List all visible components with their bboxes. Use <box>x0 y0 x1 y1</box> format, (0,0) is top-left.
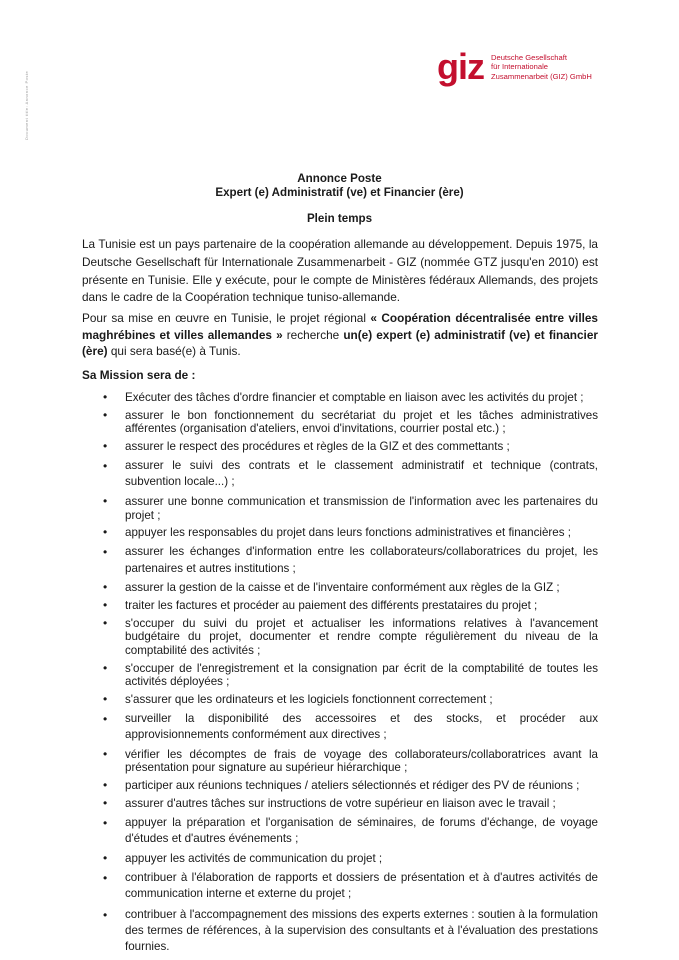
logo-text <box>491 53 592 81</box>
list-item: • assurer la gestion de la caisse et de l'inventaire conformément aux règles de la GIZ ; <box>82 581 598 595</box>
giz-logo <box>437 46 592 87</box>
logo-line-2: für Internationale <box>491 62 548 72</box>
project-mid: recherche <box>282 327 344 342</box>
document-subtitle: Plein temps <box>306 212 373 225</box>
list-item: • contribuer à l'élaboration de rapports et dossiers de présentation et à d'autres activités de communication interne et externe du projet ; <box>82 870 598 903</box>
project-paragraph <box>82 310 598 360</box>
logo-mark: giz <box>437 46 484 87</box>
mission-heading: Sa Mission sera de : <box>82 368 196 382</box>
list-item: • assurer les échanges d'information entre les collaborateurs/collaboratrices du projet, les partenaires et autres institutions ; <box>82 544 598 577</box>
logo-line-3: Zusammenarbeit (GIZ) GmbH <box>491 71 592 81</box>
list-item: • Exécuter des tâches d'ordre financier et comptable en liaison avec les activités du projet ; <box>82 391 598 405</box>
sidebar-vertical-text: Document title: Annonce Poste <box>24 70 29 140</box>
list-item: • surveiller la disponibilité des accessoires et des stocks, et procéder aux approvisionnements conformément aux directives ; <box>82 711 598 744</box>
list-item: • appuyer les activités de communication du projet ; <box>82 852 598 866</box>
project-name: « Coopération décentralisée entre villes maghrébines et villes allemandes » <box>82 311 598 342</box>
project-pre: Pour sa mise en œuvre en Tunisie, le projet régional <box>82 311 371 325</box>
list-item: • appuyer les responsables du projet dans leurs fonctions administratives et financières ; <box>82 526 598 540</box>
title-line-1: Annonce Poste <box>297 172 382 185</box>
logo-line-1: Deutsche Gesellschaft <box>491 53 567 63</box>
project-role: un(e) expert (e) administratif (ve) et financier (ère) <box>82 327 598 358</box>
list-item: • appuyer la préparation et l'organisation de séminaires, de forums d'échange, de voyage d'études et d'autres événements ; <box>82 815 598 848</box>
list-item: • assurer le bon fonctionnement du secrétariat du projet et les tâches administratives afférentes (organisation d'ateliers, envoi d'invitations, courrier postal etc.) ; <box>82 409 598 436</box>
list-item: • participer aux réunions techniques / ateliers sélectionnés et rédiger des PV de réunions ; <box>82 779 598 793</box>
list-item: • assurer d'autres tâches sur instructions de votre supérieur en liaison avec le travail ; <box>82 797 598 811</box>
intro-paragraph: La Tunisie est un pays partenaire de la coopération allemande au développement. Depuis 1975, la Deutsche Gesellschaft für Internationale Zusammenarbeit - GIZ (nommée GTZ jusqu'en 2010) est présente en Tunisie. Elle y exécute, pour le compte de Ministères fédéraux Allemands, des projets dans le cadre de la Coopération technique tuniso-allemande. <box>82 237 598 305</box>
list-item: • contribuer à l'accompagnement des missions des experts externes : soutien à la formulation des termes de références, à la supervision des consultants et à l'évaluation des prestations fournies. <box>82 907 598 956</box>
list-item: • traiter les factures et procéder au paiement des différents prestataires du projet ; <box>82 599 598 613</box>
list-item: • s'assurer que les ordinateurs et les logiciels fonctionnent correctement ; <box>82 693 598 707</box>
project-post: qui sera basé(e) à Tunis. <box>107 344 241 358</box>
mission-list <box>82 391 598 960</box>
list-item: • assurer le respect des procédures et règles de la GIZ et des commettants ; <box>82 440 598 454</box>
document-title <box>0 172 679 200</box>
list-item: • assurer le suivi des contrats et le classement administratif et technique (contrats, subvention locale...) ; <box>82 458 598 491</box>
title-line-2: Expert (e) Administratif (ve) et Financier (ère) <box>215 186 464 199</box>
list-item: • assurer une bonne communication et transmission de l'information avec les partenaires du projet ; <box>82 495 598 522</box>
list-item: • vérifier les décomptes de frais de voyage des collaborateurs/collaboratrices avant la présentation pour signature au supérieur hiérarchique ; <box>82 748 598 775</box>
list-item: • s'occuper de l'enregistrement et la consignation par écrit de la comptabilité de toutes les activités déployées ; <box>82 662 598 689</box>
list-item: • s'occuper du suivi du projet et actualiser les informations relatives à l'avancement budgétaire du projet, documenter et rendre compte régulièrement du niveau de la comptabilité des activités ; <box>82 617 598 658</box>
